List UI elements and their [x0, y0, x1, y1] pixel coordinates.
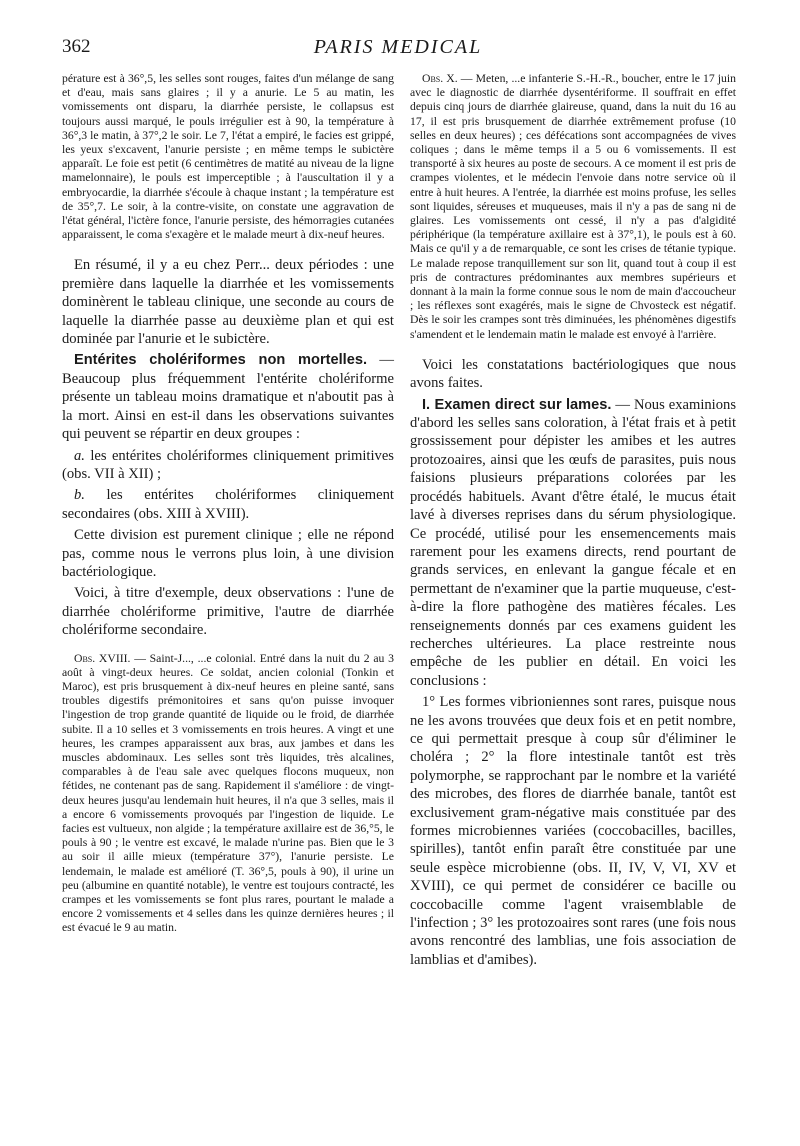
observation-xviii — [62, 652, 394, 936]
section-heading: I. Examen direct sur lames. — [422, 396, 612, 413]
bacteriology-intro: Voici les constatations bactériologiques que nous avons faites. — [410, 356, 736, 392]
right-column — [410, 72, 736, 972]
observation-label: Obs. XVIII. — [74, 651, 131, 665]
page-header — [62, 36, 734, 66]
list-letter: b. — [74, 487, 85, 504]
list-text: les entérites cholériformes cliniquement secondaires (obs. XIII à XVIII). — [62, 487, 394, 522]
list-item-a — [62, 447, 394, 484]
section-heading: Entérites cholériformes non mortelles. — [74, 352, 368, 369]
section-text: — Beaucoup plus fréquemment l'entérite cholériforme présente un tableau moins dramatique et n'aboutit pas à la mort. Ainsi en est-il dans les observations suivantes qui peuvent se répartir en deux groupes : — [62, 352, 394, 443]
list-text: les entérites cholériformes cliniquement primitives (obs. VII à XII) ; — [62, 447, 394, 482]
list-item-b — [62, 486, 394, 523]
observation-label: Obs. X. — [422, 72, 458, 85]
left-column — [62, 72, 394, 950]
observation-text: — Meten, ...e infanterie S.-H.-R., boucher, entre le 17 juin avec le diagnostic de diarrhée dysentériforme. Il souffrait en effet depuis cinq jours de diarrhée glaireuse, quand, dans la nuit du 16 au 17, il est pris brusquement de diarrhée extrêmement profuse (10 selles en deux heures) ; ces défécations sont accompagnées de vives coliques ; dans le même temps il a 5 ou 6 vomissements. Il est transporté à six heures au poste de secours. A ce moment il est pris de crampes violentes, et le médecin l'envoie dans notre service où il entre à huit heures. A l'entrée, la diarrhée est moins profuse, les selles sont liquides, séreuses et muqueuses, mais il n'y a pas de sang ni de glaires. Les vomissements ont cessé, il n'y a pas d'algidité périphérique (la température axillaire est à 37°,1), le pouls est à 60. Mais ce qu'il y a de remarquable, ce sont les crises de tétanie typique. Le malade repose tranquillement sur son lit, quand tout à coup il est pris de contractures prédominantes aux membres supérieurs et donnant à la main la forme connue sous le nom de main d'accoucheur ; les réflexes sont exagérés, mais le signe de Chvosteck est négatif. Dès le soir les crampes sont très diminuées, les phénomènes digestifs s'amendent et le lendemain matin le malade est envoyé à l'arrière. — [410, 72, 736, 341]
section-non-mortal — [62, 351, 394, 443]
running-title: PARIS MEDICAL — [313, 36, 483, 58]
division-paragraph: Cette division est purement clinique ; elle ne répond pas, comme nous le verrons plus loin, à une division bactériologique. — [62, 527, 394, 580]
list-letter: a. — [74, 447, 85, 464]
section-direct-exam — [410, 396, 736, 691]
section-text: — Nous examinions d'abord les selles sans coloration, à l'état frais et à petit grossissement pour dépister les amibes et les autres protozoaires, ainsi que les œufs de parasites, puis nous faisions plusieurs préparations colorées par les procédés habituels. Avant d'être étalé, le mucus était lavé à diverses reprises dans du sérum physiologique. Ce procédé, utilisé pour les ensemencements mais rarement pour les examens directs, rend pourtant de grands services, en enlevant la gangue fécale et en permettant de n'examiner que la partie muqueuse, c'est-à-dire la flore pathogène des matières fécales. Les renseignements donnés par ces examens guident les recherches ultérieures. La place restreinte nous empêche de les publier en détail. En voici les conclusions : — [410, 396, 737, 689]
conclusions-paragraph: 1° Les formes vibrioniennes sont rares, puisque nous ne les avons trouvées que deux fois et en petit nombre, ce qui permettait presque à coup sûr d'éliminer le choléra ; 2° la flore intestinale tantôt est très polymorphe, se rapprochant par le nombre et la variété des microbes, des flores de diarrhée banale, tantôt est exclusivement gram-négative mais constituée par des formes microbiennes variées (coccobacilles, bacilles, spirilles), tantôt enfin paraît être constituée par une seule espèce microbienne (obs. II, IV, V, VI, XV et XVIII), ce qui permet de considérer ce bacille ou coccobacille comme l'agent vraisemblable de l'infection ; 3° les protozoaires sont rares (une fois nous avons rencontré des lamblias, une fois association de lamblias et d'amibes). — [410, 694, 736, 968]
observation-continuation: pérature est à 36°,5, les selles sont rouges, faites d'un mélange de sang et d'eau, mais sans glaires ; il y a anurie. Le 5 au matin, les vomissements ont disparu, la diarrhée persiste, le collapsus est toujours aussi marqué, le pouls irrégulier est à 90, la température à 36°,3 le matin, à 37°,2 le soir. Le 7, l'état a empiré, le facies est grippé, les yeux s'excavent, l'anurie persiste ; en même temps le subictère apparaît. Le foie est petit (6 centimètres de matité au niveau de la ligne mamelonnaire), le pouls est imperceptible ; à l'auscultation il y a embryocardie, la diarrhée s'écoule à chaque instant ; la température est de 35°,7. Le soir, à la contre-visite, on constate une aggravation de l'état général, l'ictère fonce, l'anurie persiste, des hémorragies cutanées apparaissent, le coma s'exagère et le malade meurt à dix-neuf heures. — [62, 72, 394, 242]
examples-paragraph: Voici, à titre d'exemple, deux observations : l'une de diarrhée cholériforme primitive, l'autre de diarrhée cholériforme secondaire. — [62, 585, 394, 639]
page-number: 362 — [62, 36, 91, 57]
summary-paragraph: En résumé, il y a eu chez Perr... deux périodes : une première dans laquelle la diarrhée et les vomissements dominèrent le tableau clinique, une seconde au cours de laquelle la diarrhée passe au deuxième plan et qui est dominée par l'anurie et le subictère. — [62, 257, 394, 348]
observation-text: — Saint-J..., ...e colonial. Entré dans la nuit du 2 au 3 août à vingt-deux heures. Ce soldat, ancien colonial (Tonkin et Maroc), est pris brusquement à dix-neuf heures en pleine santé, sans troubles digestifs prémonitoires et sans qu'on puisse invoquer l'ingestion de trop grande quantité de liquide ou le froid, de diarrhée subite. Il a 10 selles et 3 vomissements en trois heures. A vingt et une heures, les crampes apparaissent aux bras, aux jambes et dans les muscles abdominaux. Les selles sont très liquides, très alcalines, comparables à de l'eau sale avec quelques flocons muqueux, non fétides, ne contenant pas de sang. Rapidement il s'améliore : de vingt-deux heures jusqu'au lendemain huit heures, il n'a que 3 selles, mais il a encore 6 vomissements provoqués par l'ingestion de liquide. Le facies est vultueux, non algide ; la température axillaire est de 36,°5, le pouls à 90 ; le ventre est excavé, le malade n'urine pas. Bien que le 3 au soir il aille mieux (température 37°), l'anurie persiste. Le lendemain, le malade est amélioré (T. 36°,5, pouls à 90), il urine un peu (albumine en quantité notable), le ventre est toujours contracté, les crampes et les vomissements se font plus rares, pourtant le malade a encore 2 vomissements et 4 selles dans les quinze dernières heures ; il est évacué le 9 au matin. — [62, 651, 394, 935]
observation-x — [410, 72, 736, 342]
